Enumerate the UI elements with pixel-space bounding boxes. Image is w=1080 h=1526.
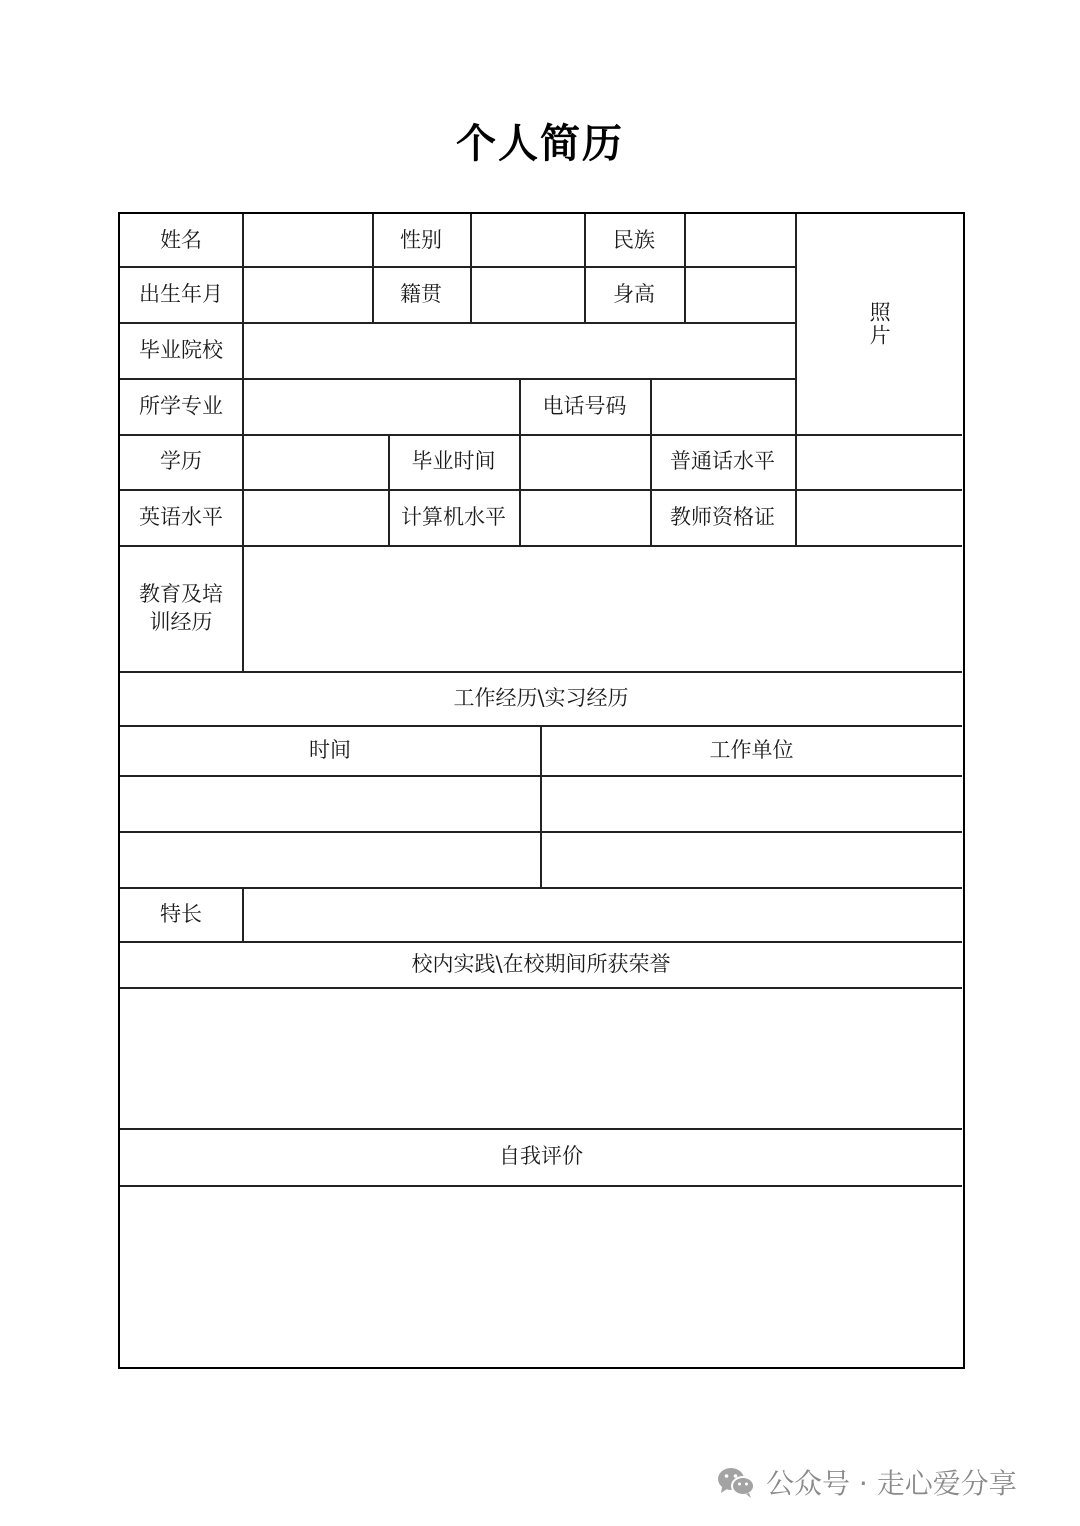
work-unit-input-2[interactable] <box>541 831 962 887</box>
label-name: 姓名 <box>160 227 202 252</box>
resume-table <box>118 212 965 1369</box>
watermark-text: 公众号 · 走心爱分享 <box>766 1467 1017 1500</box>
label-teacher-certificate: 教师资格证 <box>670 504 775 529</box>
campus-practice-heading: 校内实践\在校期间所获荣誉 <box>411 951 671 976</box>
specialty-input[interactable] <box>243 887 962 941</box>
computer-level-input[interactable] <box>520 489 650 545</box>
label-education: 学历 <box>160 449 202 474</box>
mandarin-level-input[interactable] <box>796 434 962 489</box>
label-mandarin-level: 普通话水平 <box>670 449 775 474</box>
label-birth-date: 出生年月 <box>139 281 223 306</box>
label-education-training <box>120 545 242 671</box>
birth-date-input[interactable] <box>243 266 372 322</box>
work-time-input-1[interactable] <box>120 775 540 831</box>
teacher-certificate-input[interactable] <box>796 489 962 545</box>
graduation-time-input[interactable] <box>520 434 650 489</box>
work-experience-heading: 工作经历\实习经历 <box>453 685 629 710</box>
name-input[interactable] <box>243 214 372 266</box>
photo-box[interactable] <box>796 214 962 434</box>
label-native-place: 籍贯 <box>400 281 442 306</box>
height-input[interactable] <box>685 266 795 322</box>
gender-input[interactable] <box>471 214 584 266</box>
page-title: 个人简历 <box>456 121 624 167</box>
major-input[interactable] <box>243 378 519 434</box>
label-major: 所学专业 <box>139 393 223 418</box>
label-ethnicity: 民族 <box>613 227 655 252</box>
work-unit-header: 工作单位 <box>709 737 794 762</box>
work-time-header: 时间 <box>309 737 351 762</box>
work-unit-input-1[interactable] <box>541 775 962 831</box>
education-training-input[interactable] <box>243 545 962 671</box>
phone-input[interactable] <box>651 378 795 434</box>
english-level-input[interactable] <box>243 489 388 545</box>
education-training-text: 教育及培 训经历 <box>139 581 223 634</box>
label-graduation-time: 毕业时间 <box>411 449 496 474</box>
campus-practice-input[interactable] <box>120 987 962 1128</box>
label-gender: 性别 <box>400 227 442 252</box>
label-english-level: 英语水平 <box>139 504 223 529</box>
native-place-input[interactable] <box>471 266 584 322</box>
label-computer-level: 计算机水平 <box>401 504 506 529</box>
self-evaluation-heading: 自我评价 <box>499 1144 583 1169</box>
ethnicity-input[interactable] <box>685 214 795 266</box>
label-school: 毕业院校 <box>139 337 223 362</box>
school-input[interactable] <box>243 322 795 378</box>
watermark <box>716 1462 1017 1502</box>
education-input[interactable] <box>243 434 388 489</box>
self-evaluation-input[interactable] <box>120 1185 962 1366</box>
work-time-input-2[interactable] <box>120 831 540 887</box>
photo-label: 照片 <box>867 301 892 347</box>
label-specialty: 特长 <box>160 901 202 926</box>
label-height: 身高 <box>613 281 655 306</box>
label-phone: 电话号码 <box>542 393 627 418</box>
wechat-icon <box>716 1465 756 1499</box>
